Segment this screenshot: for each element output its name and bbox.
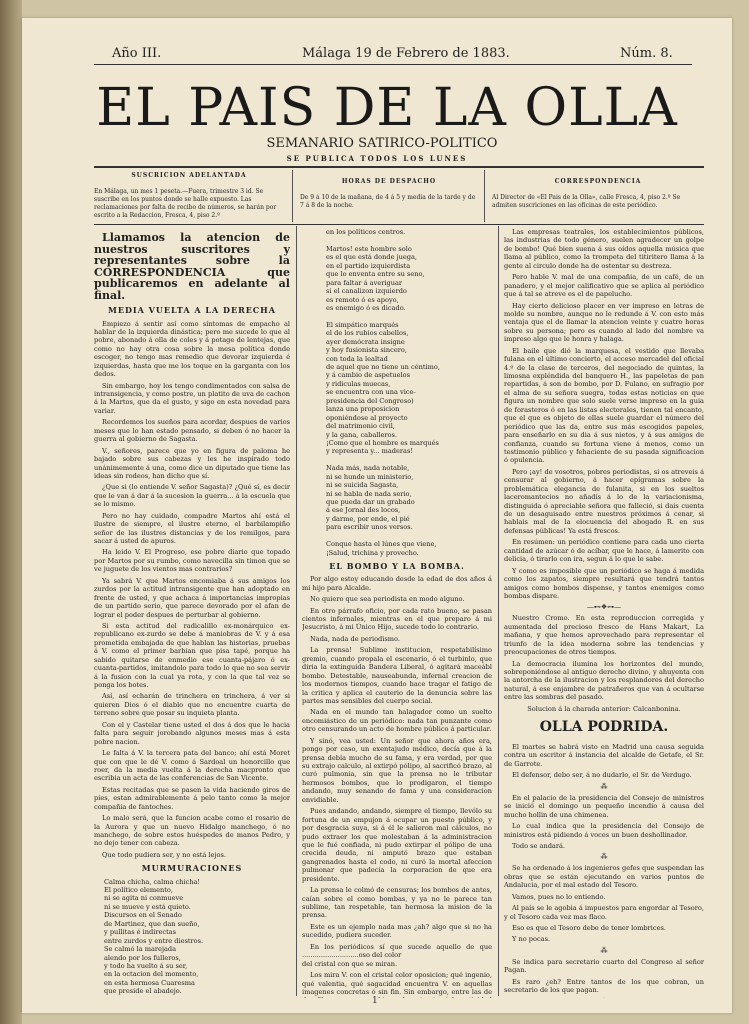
paragraph: Y no pocas.	[512, 935, 551, 944]
paragraph: ¿Que si (lo entiende V. señor Sagasta)? ¿Qué sí, es decir que le van á dar á la sucesion la guerra... á la escuela que se lo mismo.	[94, 483, 290, 509]
paragraph: Lo cual indica que la presidencia del Consejo de ministros está pidiendo á voces un buen deshollinador.	[504, 822, 704, 839]
paragraph: Por algo estoy educando desde la edad de dos años á mi hijo para Alcalde.	[302, 575, 492, 592]
masthead-rule	[94, 166, 704, 168]
column-3	[504, 228, 704, 998]
paragraph: Sin embargo, hoy los tengo condimentados con salsa de intransigencia, y como postre, un platito de uva de cachon á la Martos, que da el gusto, y sigo en esta novedad para variar.	[94, 381, 290, 415]
paragraph: Así, así echarán de trinchera en trinchera, á ver si quieren Dios ó el diablo que no encuentre cuarta de terreno sobre que posar su inquieta planta.	[94, 692, 290, 718]
paragraph: Se indica para secretario cuarto del Congreso al señor Pagan.	[504, 957, 704, 975]
asterism-icon: ⁂	[600, 782, 608, 791]
hours-text: De 9 á 10 de la mañana, de 4 á 5 y media de la tarde y de 7 á 8 de la noche.	[300, 194, 476, 210]
notice-correspondencia: Llamamos la atencion de nuestros suscritores y representantes sobre la CORRESPONDENCIA que publicaremos en adelante al final.	[94, 231, 290, 302]
paragraph: Si esta actitud del radicalillo ex-monárquico ex-republicano ex-zurdo se debe á maniobras de V. y á esa prometida embajada de que hablan las historias, pruebas á V. como el primer barbian que pisa tapé, porque ha sabido quitarse de enmedio ese cuanta-pájaro ó ex-cuanta-partidos, imitandolo para todo lo que no sea servir á la fusion con la cual ya rota, y con la que tal vez se ponga los botes.	[94, 621, 290, 690]
paragraph: Pero ¡ay! de vosotros, pobres periodistas, si os atreveis á censurar al gobierno, á hacer epígramas sobre la problemática elegancia de fulanita, si en los sueltos laceromantecios no añadís á lo de la variacionisma, distinguida ó apreciable señora que falleció, si dais cuenta de un desaguisado entre nuestros próximos á cenar, si hablais mal de la elocuencia del abogado R. en sus defensas públicas! Ya está frescos.	[504, 467, 704, 535]
paragraph: El martes se habrá visto en Madrid una causa seguida contra un escritor á instancia del alcalde de Getafe, el Sr. de Garrote.	[504, 743, 704, 768]
verse-block: en los políticos centros. Martos! este hombre solo es el que está donde juega, en el partido izquierdista que lo enventa entre su seno, para faltar á averiguar si el canalizon izquierdo es remoto ó es apoyo, es enemigo ó es dicado. El simpático marqués el de los rubios cabellos, ayer demócrata insigne y hoy fusionista sincero, con toda la lealtad de aquel que no tiene un céntimo, y á cambio de aspetuelos y ridiculas muecas, se encuentra con una vice- presidencia del Congreso) lanza una proposicion oponiéndose al proyecto del matrimonio civil, y la gana, caballeros. ¡Como que el hombre es marqués y representa y... maderas! Nada más, nada notable, ni se hunde un ministerio, ni se suicida Sagasta, ni se habla de nada serio, que pueda dar un grabado á ese Jornal des locos, y darme, por ende, el pié para escribir unos versos. Conque hasta el lúnes que viene, ¡Salud, trichina y provecho.	[326, 228, 440, 557]
publication-line: SE PUBLICA TODOS LOS LUNES	[286, 154, 468, 163]
paragraph: Pues andando, andando, siempre el tiempo, llevólo su fortuna de un empujon á ocupar un puesto público, y por desgracia suya, si á él le salieron mal cálculos, no pudo extraer los que molestaban á la administracion que le fué confiada, ni pudo extirpar el pólipo de una crecida deuda, ni amputó brazo que estaban gangrenados hasta el codo, ni curó la mortal afeccion pulmonar que padecía la corporacion de que era presidente.	[302, 807, 492, 883]
paragraph: Ya sabrá V. que Martos encomiaba á sus amigos los zurdos por la actitud intransigente que han adoptado en frente de usted, y que achaca á importancias impropias de un partido serio, que parece devorado por el afan de lograr el poder despues de perturbar al gobierno.	[94, 576, 290, 619]
paragraph: La prensa! Sublime institucion, respetabilísimo gremio, cuando propala el escenario, ó el turbinlo, que diria la extinguida Bandera Liberal, ó agitará maceábl bombo. Detestable, nauseabunda, infernal creacion de los modernos tiempos, cuando hace tragar el fatigo de la critica y aplica el cauterio de la denuncia sobre las partes mas sensibles del cuerpo social.	[302, 646, 492, 705]
paragraph: Nada en el mundo tan halagador como un suelto encomiástico de un periódico: nada tan punzante como otro censurando un acto de hombre público á particular.	[302, 708, 492, 734]
paragraph: La prensa le colmó de censuras; los bombos de antes, caían sobre el como bombas, y ya no le parece tan sublime, tan respetable, tan hermosa la mision de la prensa.	[302, 886, 492, 920]
paragraph: Al país se le agobia á impuestos para engordar al Tesoro, y el Tesoro cada vez mas flaco.	[504, 904, 704, 921]
book-spine	[0, 0, 22, 1024]
column-divider-2	[498, 226, 499, 996]
paragraph: El defensor, debo ser, á no dudarlo, el Sr. de Verdugo.	[512, 771, 692, 780]
paragraph: Le falta á V. la tercera pata del banco; ahí está Moret que con que le dé V. como á Sardoal un honorcillo que roer, da la media vuelta á la derecha macpronto que escribia un acta de las conferencias de San Vicente.	[94, 749, 290, 783]
page-number: 1	[372, 996, 378, 1006]
paragraph: Recordemos los sueños para acordar, despues de varios meses que lo han estado pensado, si deben ó no hacer la guerra al gobierno de Sagasta.	[94, 418, 290, 444]
paragraph: Empiezo á sentir así como síntomas de empacho al hablar de la izquierda dinástica; pero me sucede lo que al pobre, abonado á olla de coles y á potage de lentejas, que como no hay otra cosa sobre la mesa política donde escoger, no tengo mas remedio que devorar izquierda é izquierdas, hasta que me los toque en la garganta con los dedos.	[94, 319, 290, 379]
paragraph: En el palacio de la presidencia del Consejo de ministros se inició el domingo un pequeño incendio á causa del mucho hollin de una chimenea.	[504, 793, 704, 819]
column-1	[94, 228, 290, 998]
paragraph: En otro párrafo oficio, por cada rato bueno, se pasan cientos infernales, mientras en el que preparo á mi Jesucristo, á mi Único Hijo, sucede todo lo contrario.	[302, 606, 492, 632]
paragraph: No quiero que sea periodista en modo alguno.	[310, 595, 465, 604]
paragraph: Con el y Castelar tiene usted el dos á dos que le hacia falta para seguir jorobando algunos meses mas á esta pobre nacion.	[94, 720, 290, 746]
paragraph: La democracia ilumina los horizontes del mundo, sobreponiéndose al antiguo derecho divino, y ahuyenta con la antorcha de la ilustracion y los resplandores del derecho natural, á ese enjambre de patrañeros que van á ocultarse entre las sombras del pasado.	[504, 659, 704, 702]
suscription-box	[94, 172, 284, 220]
paragraph: Los mira V. con el cristal color oposicion; qué ingenio, qué valentia, qué sagacidad encuentra V. en aquellas imagenes concretas ó sin fin. Sin embargo, entre las de	[302, 971, 492, 996]
heading-murmuraciones: MURMURACIONES	[141, 863, 243, 874]
suscription-heading: SUSCRICION ADELANTADA	[131, 172, 247, 179]
info-divider-2	[484, 170, 485, 222]
paragraph: Estas recitadas que se pasen la vida haciendo giros de pies, estan admirablemente á pelo tanto como la mejor compañia de fantoches.	[94, 785, 290, 811]
newspaper-page	[22, 18, 732, 1013]
ornament-icon: —⊷❖⊶—	[586, 603, 622, 612]
paragraph: Que todo pudiera ser, y no está lejos.	[102, 850, 226, 859]
correspondence-heading: CORRESPONDENCIA	[554, 178, 642, 185]
paragraph: V., señores, parece que yo en figura de paloma he bajado sobre sus cabezas y les he inspirado todo unánimemente á una, como dice un diputado que tiene las ideas sin rodeos, han dicho que sí.	[94, 446, 290, 480]
paragraph: Nuestro Cromo. En esta reproduccion corregida y aumentada del precioso fresco de Hans Makart, La mañana, y que hemos aprovechado para representar el triunfo de la idea moderna sobre las tendencias y preocupaciones de otros tiempos.	[504, 614, 704, 657]
paragraph: Es raro ¿eh? Entre tantos de los que cobran, un secretario de los que pagan.	[504, 977, 704, 995]
hours-box	[300, 178, 478, 210]
info-divider-1	[292, 170, 293, 222]
paragraph: El baile que dió la marquesa, el vestido que llevaba fulana en el último concierto, el acceso mercadel del oficial 4.º de la clase de terceros, del negociado de quintas, la limosna expléndida del banquero H., las papeletas de pan repartidas, á son de bombo, por D. Fulano, en sufragio por el alma de su señora suegra, todas estas noticias en que figura un nombre que solo suele verse impreso en la guia de forasteros ó en las listas electorales, tienen tal encanto, que el que es objeto de ellas suele guardar el número del periódico que las da, entre sus más escogidos papeles, para enseñarlo en su dia á sus nietos, y á sus amigos de confianza, cuando su fortuna viene á menos, como un testimonio público y fehaciente de su pasada significacion ó opulencia.	[504, 346, 704, 465]
paragraph: Pero no hay cuidado, compadre Martos ahí está el ilustre de siempre, el ilustre eterno, el barbilampiño señor de las ilustres distancias y de los remilgos, para sacar á usted de apuros.	[94, 511, 290, 546]
asterism-icon: ⁂	[600, 946, 608, 955]
heading-bombo-bomba: EL BOMBO Y LA BOMBA.	[329, 561, 465, 572]
asterism-icon: ⁂	[600, 853, 608, 862]
heading-olla-podrida: OLLA PODRIDA.	[539, 719, 669, 736]
paragraph: Lo malo será, que la funcion acabe como el rosario de la Aurora y que un nuevo Hidalgo manchego, ó no manchego, de sobre estos huéspedes de manos Pedro, y no dejo tener con cabeza.	[94, 814, 290, 848]
charada-solution: Solucion á la charada anterior: Calcanbonina.	[527, 704, 681, 713]
year-label: Año III.	[112, 46, 162, 61]
paragraph: Todo se andará.	[512, 841, 566, 850]
place-date: Málaga 19 de Febrero de 1883.	[302, 46, 510, 61]
paragraph: En los periódicos sí que sucede aquello de que ...........................oso del color del cristal con que se miran.	[302, 942, 492, 968]
header-rule	[94, 64, 692, 65]
paragraph: Hay cierto delicioso placer en ver impreso en letras de molde su nombre, aunque no le redunde á V. con esto más ventaja que el de llamar la atencion veinte y cuatro horas sobre su persona; pero es cuando al lado del nombre va impreso algo que le honra y halaga.	[504, 301, 704, 344]
paragraph: Nada, nada de periodismo.	[310, 634, 400, 643]
info-rule	[94, 224, 704, 225]
suscription-text: En Málaga, un mes 1 peseta.—Fuera, trimestre 3 id. Se suscribe en los puntos donde se halle expuesto. Las reclamaciones por falta de recibo de números, se harán por escrito a la Redaccion, Fresca, 4, piso 2.º	[94, 188, 277, 220]
paragraph: Eso es que el Tesoro debe de tener lombrices.	[512, 923, 666, 932]
paragraph: Ha leido V. El Progreso, ese pobre diario que topado por Martos por su rumbo, como navecilla sin timon que se ve juguete de los vientos mas contrarios?	[94, 548, 290, 574]
paragraph: Se ha ordenado á los ingenieros gefes que suspendan las obras que se están ejecutando en varios puntos de Andalucia, por el mal estado del Tesoro.	[504, 864, 704, 890]
correspondence-text: Al Director de «El Pais de la Olla», calle Fresca, 4, piso 2.º Se admiten suscriciones en las oficinas de este periódico.	[492, 194, 681, 210]
paragraph: En resúmen: un periódico contiene para cada uno cierta cantidad de azúcar ó de acíbar, que le hace, á lamerito con delicia, ó tirarlo con ira, segun á lo que le sabe.	[504, 538, 704, 564]
heading-media-vuelta: MEDIA VUELTA A LA DERECHA	[108, 305, 276, 316]
correspondence-box	[492, 178, 704, 210]
paragraph: Y como es imposible que un periódico se haga á medida como los zapatos, siempre resultará que tendrá tantos amigos como bombos dispense, y tantos enemigos como bombas dispare.	[504, 566, 704, 600]
issue-number: Núm. 8.	[620, 46, 673, 61]
paragraph: Este es un ejemplo nada mas ¿ah? algo que si no ha sucedido, pudiera suceder.	[302, 922, 492, 940]
column-divider-1	[296, 226, 297, 996]
paragraph: Las empresas teatrales, los establecimientos públicos, las industrias de todo género, suelen agradecer un golpe de bombo! Qué bien suena á sus oídos aquella música que llama al público, como la trompeta del titiritero llama á la gente al circulo donde ha de ostentar su destreza.	[504, 228, 704, 270]
masthead-title: EL PAIS DE LA OLLA	[96, 78, 678, 138]
verse-block: Calma chicha, calma chicha! El político elemento, ni se agita ni conmueve ni se mueve y está quieto. Discursos en el Senado de Martinez, que dan sueño, y pullitas é indirectas entre zurdos y entre diestros. Se calmó la marejada alendo por los fulleros, y todo ha vuelto á su ser, en la octacion del momento, en esta hermosa Cuaresma que preside el abadejo.	[104, 877, 204, 996]
paragraph: Pero hable V. mal de una compañia, de un café, de un panadero, y el mejor calificativo que se aplica al periódico que á tal se atreve es el de papelucho.	[504, 273, 704, 299]
paragraph: Y sinó, vea usted: Un señor que ahora años era, pongo por caso, un exentajudo médico, decía que á la prensa debía mucho de su fama, y era verdad, por que su extrajo calculo, al extirpó pólipo, al sacrificó brazo, al curó pulmonia, sin que la prensa no le tributar hermosos bombos, que lo prodigaron, el tiempo andando, muy senando de fama y una consideracion envidiable.	[302, 736, 492, 804]
paragraph: Vamos, pues no lo entiendo.	[512, 892, 606, 901]
hours-heading: HORAS DE DESPACHO	[341, 178, 437, 185]
subtitle: SEMANARIO SATIRICO-POLITICO	[266, 136, 498, 151]
column-2	[302, 228, 492, 998]
